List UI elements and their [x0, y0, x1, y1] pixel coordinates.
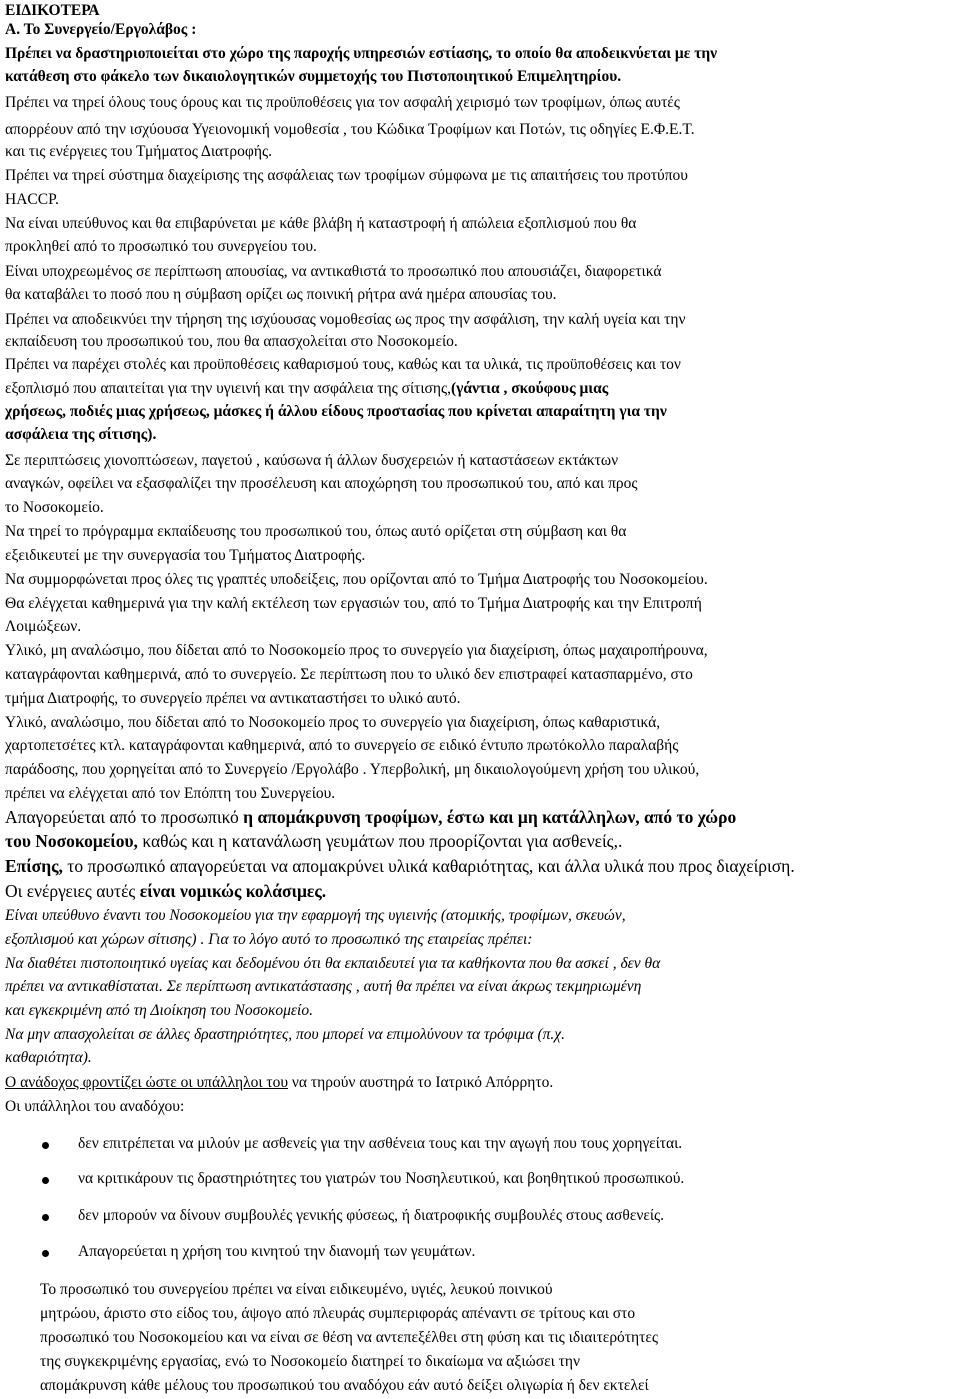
- paragraph-line: προσωπικό του Νοσοκομείου και να είναι σε θέση να αντεπεξέλθει στη φύση και τις ιδιαιτερότητες: [40, 1329, 659, 1346]
- paragraph-line: HACCP.: [5, 191, 59, 208]
- paragraph-line: Να διαθέτει πιστοποιητικό υγείας και δεδομένου ότι θα εκπαιδευτεί για τα καθήκοντα που θα ασκεί , δεν θα: [5, 955, 661, 972]
- paragraph-line: Πρέπει να δραστηριοποιείται στο χώρο της παροχής υπηρεσιών εστίασης, το οποίο θα αποδεικνύεται με την: [5, 45, 718, 62]
- paragraph-line: προκληθεί από το προσωπικό του συνεργείου του.: [5, 238, 317, 255]
- paragraph-line: χρήσεως, ποδιές μιας χρήσεως, μάσκες ή άλλου είδους προστασίας που κρίνεται απαραίτητη για την: [5, 403, 667, 420]
- section-subheading: Α. Το Συνεργείο/Εργολάβος :: [5, 21, 197, 38]
- bullet-icon: [42, 1250, 49, 1257]
- paragraph-line: Είναι υποχρεωμένος σε περίπτωση απουσίας, να αντικαθιστά το προσωπικό που απουσιάζει, διαφορετικά: [5, 263, 662, 280]
- paragraph-line: και εγκεκριμένη από τη Διοίκηση του Νοσοκομείο.: [5, 1002, 313, 1019]
- paragraph-line: Σε περιπτώσεις χιονοπτώσεων, παγετού , καύσωνα ή άλλων δυσχερειών ή καταστάσεων εκτάκτων: [5, 452, 619, 469]
- paragraph-line: Θα ελέγχεται καθημερινά για την καλή εκτέλεση των εργασιών του, από το Τμήμα Διατροφής και την Επιτροπή: [5, 595, 702, 612]
- paragraph-line: Οι υπάλληλοι του αναδόχου:: [5, 1098, 185, 1115]
- paragraph-line: Το προσωπικό του συνεργείου πρέπει να είναι ειδικευμένο, υγιές, λευκού ποινικού: [40, 1281, 553, 1298]
- paragraph-line: απομάκρυνση κάθε μέλους του προσωπικού του αναδόχου εάν αυτό δείξει ολιγωρία ή δεν εκτελεί: [40, 1377, 649, 1394]
- paragraph-line: ασφάλεια της σίτισης).: [5, 426, 157, 443]
- bold-text: (γάντια , σκούφους μιας: [451, 380, 609, 397]
- paragraph-line: [5, 1073, 553, 1093]
- bold-text: η απομάκρυνση τροφίμων, έστω και μη κατάλληλων, από το χώρο: [243, 807, 737, 827]
- paragraph-line: κατάθεση στο φάκελο των δικαιολογητικών συμμετοχής του Πιστοποιητικού Επιμελητηρίου.: [5, 68, 622, 85]
- paragraph-line: Πρέπει να παρέχει στολές και προϋποθέσεις καθαρισμού τους, καθώς και τα υλικά, τις προϋποθέσεις και τον: [5, 356, 681, 373]
- paragraph-line: τμήμα Διατροφής, το συνεργείο πρέπει να αντικαταστήσει το υλικό αυτό.: [5, 690, 461, 707]
- paragraph-line: [5, 881, 326, 901]
- paragraph-line: θα καταβάλει το ποσό που η σύμβαση ορίζει ως ποινική ρήτρα ανά ημέρα απουσίας του.: [5, 286, 557, 303]
- paragraph-text: καθώς και η κατανάλωση γευμάτων που προορίζονται για ασθενείς,.: [137, 831, 623, 851]
- paragraph-line: Πρέπει να τηρεί σύστημα διαχείρισης της ασφάλειας των τροφίμων σύμφωνα με τις απαιτήσεις του προτύπου: [5, 167, 688, 184]
- bullet-icon: [42, 1142, 49, 1149]
- paragraph-text: να τηρούν αυστηρά το Ιατρικό Απόρρητο.: [288, 1074, 554, 1091]
- paragraph-line: και τις ενέργειες του Τμήματος Διατροφής.: [5, 143, 272, 160]
- paragraph-line: Υλικό, μη αναλώσιμο, που δίδεται από το Νοσοκομείο προς το συνεργείο για διαχείριση, όπως μαχαιροπήρουνα,: [5, 642, 708, 659]
- paragraph-line: πρέπει να αντικαθίσταται. Σε περίπτωση αντικατάστασης , αυτή θα πρέπει να είναι άκρως τεκμηριωμένη: [5, 978, 642, 995]
- paragraph-line: Να είναι υπεύθυνος και θα επιβαρύνεται με κάθε βλάβη ή καταστροφή ή απώλεια εξοπλισμού που θα: [5, 215, 637, 232]
- paragraph-line: Λοιμώξεων.: [5, 618, 82, 635]
- bullet-item: να κριτικάρουν τις δραστηριότητες του γιατρών του Νοσηλευτικού, και βοηθητικού προσωπικού.: [78, 1170, 685, 1187]
- paragraph-line: Πρέπει να τηρεί όλους τους όρους και τις προϋποθέσεις για τον ασφαλή χειρισμό των τροφίμων, όπως αυτές: [5, 94, 680, 111]
- bold-text: Επίσης,: [5, 856, 63, 876]
- bullet-item: δεν επιτρέπεται να μιλούν με ασθενείς για την ασθένεια τους και την αγωγή που τους χορηγείται.: [78, 1135, 683, 1152]
- paragraph-line: εκπαίδευση του προσωπικού του, που θα απασχολείται στο Νοσοκομείο.: [5, 333, 458, 350]
- paragraph-line: Πρέπει να αποδεικνύει την τήρηση της ισχύουσας νομοθεσίας ως προς την ασφάλιση, την καλή υγεία και την: [5, 311, 686, 328]
- paragraph-line: καθαριότητα).: [5, 1049, 92, 1066]
- paragraph-line: καταγράφονται καθημερινά, από το συνεργείο. Σε περίπτωση που το υλικό δεν επιστραφεί κατασπαρμένο, στο: [5, 666, 693, 683]
- paragraph-line: μητρώου, άριστο στο είδος του, άψογο από πλευράς συμπεριφοράς απέναντι σε τρίτους και στο: [40, 1305, 636, 1322]
- paragraph-line: [5, 379, 608, 399]
- paragraph-line: Υλικό, αναλώσιμο, που δίδεται από το Νοσοκομείο προς το συνεργείο για διαχείριση, όπως καθαριστικά,: [5, 714, 661, 731]
- paragraph-line: πρέπει να ελέγχεται από τον Επόπτη του Συνεργείου.: [5, 785, 336, 802]
- paragraph-line: Να μην απασχολείται σε άλλες δραστηριότητες, που μπορεί να επιμολύνουν τα τρόφιμα (π.χ.: [5, 1026, 565, 1043]
- bold-text: του Νοσοκομείου,: [5, 831, 138, 851]
- paragraph-text: το προσωπικό απαγορεύεται να απομακρύνει υλικά καθαριότητας, και άλλα υλικά που προς διαχείριση.: [62, 856, 795, 876]
- bullet-item: Απαγορεύεται η χρήση του κινητού την διανομή των γευμάτων.: [78, 1243, 476, 1260]
- paragraph-line: παράδοσης, που χορηγείται από το Συνεργείο /Εργολάβο . Υπερβολική, μη δικαιολογούμενη χρήση του υλικού,: [5, 761, 700, 778]
- paragraph-line: Είναι υπεύθυνο έναντι του Νοσοκομείου για την εφαρμογή της υγιεινής (ατομικής, τροφίμων, σκευών,: [5, 907, 626, 924]
- bullet-item: δεν μπορούν να δίνουν συμβουλές γενικής φύσεως, ή διατροφικής συμβουλές στους ασθενείς.: [78, 1207, 665, 1224]
- paragraph-line: της συγκεκριμένης εργασίας, ενώ το Νοσοκομείο διατηρεί το δικαίωμα να αξιώσει την: [40, 1353, 580, 1370]
- paragraph-line: το Νοσοκομείο.: [5, 499, 104, 516]
- paragraph-line: εξοπλισμού και χώρων σίτισης) . Για το λόγο αυτό το προσωπικό της εταιρείας πρέπει:: [5, 931, 533, 948]
- underlined-text: Ο ανάδοχος φροντίζει ώστε οι υπάλληλοι του: [5, 1074, 289, 1091]
- paragraph-line: απορρέουν από την ισχύουσα Υγειονομική νομοθεσία , του Κώδικα Τροφίμων και Ποτών, τις οδηγίες Ε.Φ.Ε.Τ.: [5, 121, 695, 138]
- paragraph-line: εξειδικευτεί με την συνεργασία του Τμήματος Διατροφής.: [5, 547, 366, 564]
- paragraph-text: εξοπλισμό που απαιτείται για την υγιεινή και την ασφάλεια της σίτισης,: [5, 380, 452, 397]
- paragraph-line: [5, 807, 736, 827]
- paragraph-line: [5, 856, 795, 876]
- bullet-icon: [42, 1177, 49, 1184]
- section-heading: ΕΙΔΙΚΟΤΕΡΑ: [5, 2, 100, 19]
- paragraph-line: [5, 831, 622, 851]
- bold-text: είναι νομικώς κολάσιμες.: [139, 881, 327, 901]
- bullet-icon: [42, 1214, 49, 1221]
- paragraph-line: αναγκών, οφείλει να εξασφαλίζει την προσέλευση και αποχώρηση του προσωπικού του, από και προς: [5, 475, 638, 492]
- paragraph-line: Να συμμορφώνεται προς όλες τις γραπτές υποδείξεις, που ορίζονται από το Τμήμα Διατροφής του Νοσοκομείου.: [5, 571, 708, 588]
- paragraph-text: Οι ενέργειες αυτές: [5, 881, 140, 901]
- paragraph-line: χαρτοπετσέτες κτλ. καταγράφονται καθημερινά, από το συνεργείο σε ειδικό έντυπο πρωτόκολλο παραλαβής: [5, 737, 679, 754]
- paragraph-text: Απαγορεύεται από το προσωπικό: [5, 807, 244, 827]
- paragraph-line: Να τηρεί το πρόγραμμα εκπαίδευσης του προσωπικού του, όπως αυτό ορίζεται στη σύμβαση και θα: [5, 523, 627, 540]
